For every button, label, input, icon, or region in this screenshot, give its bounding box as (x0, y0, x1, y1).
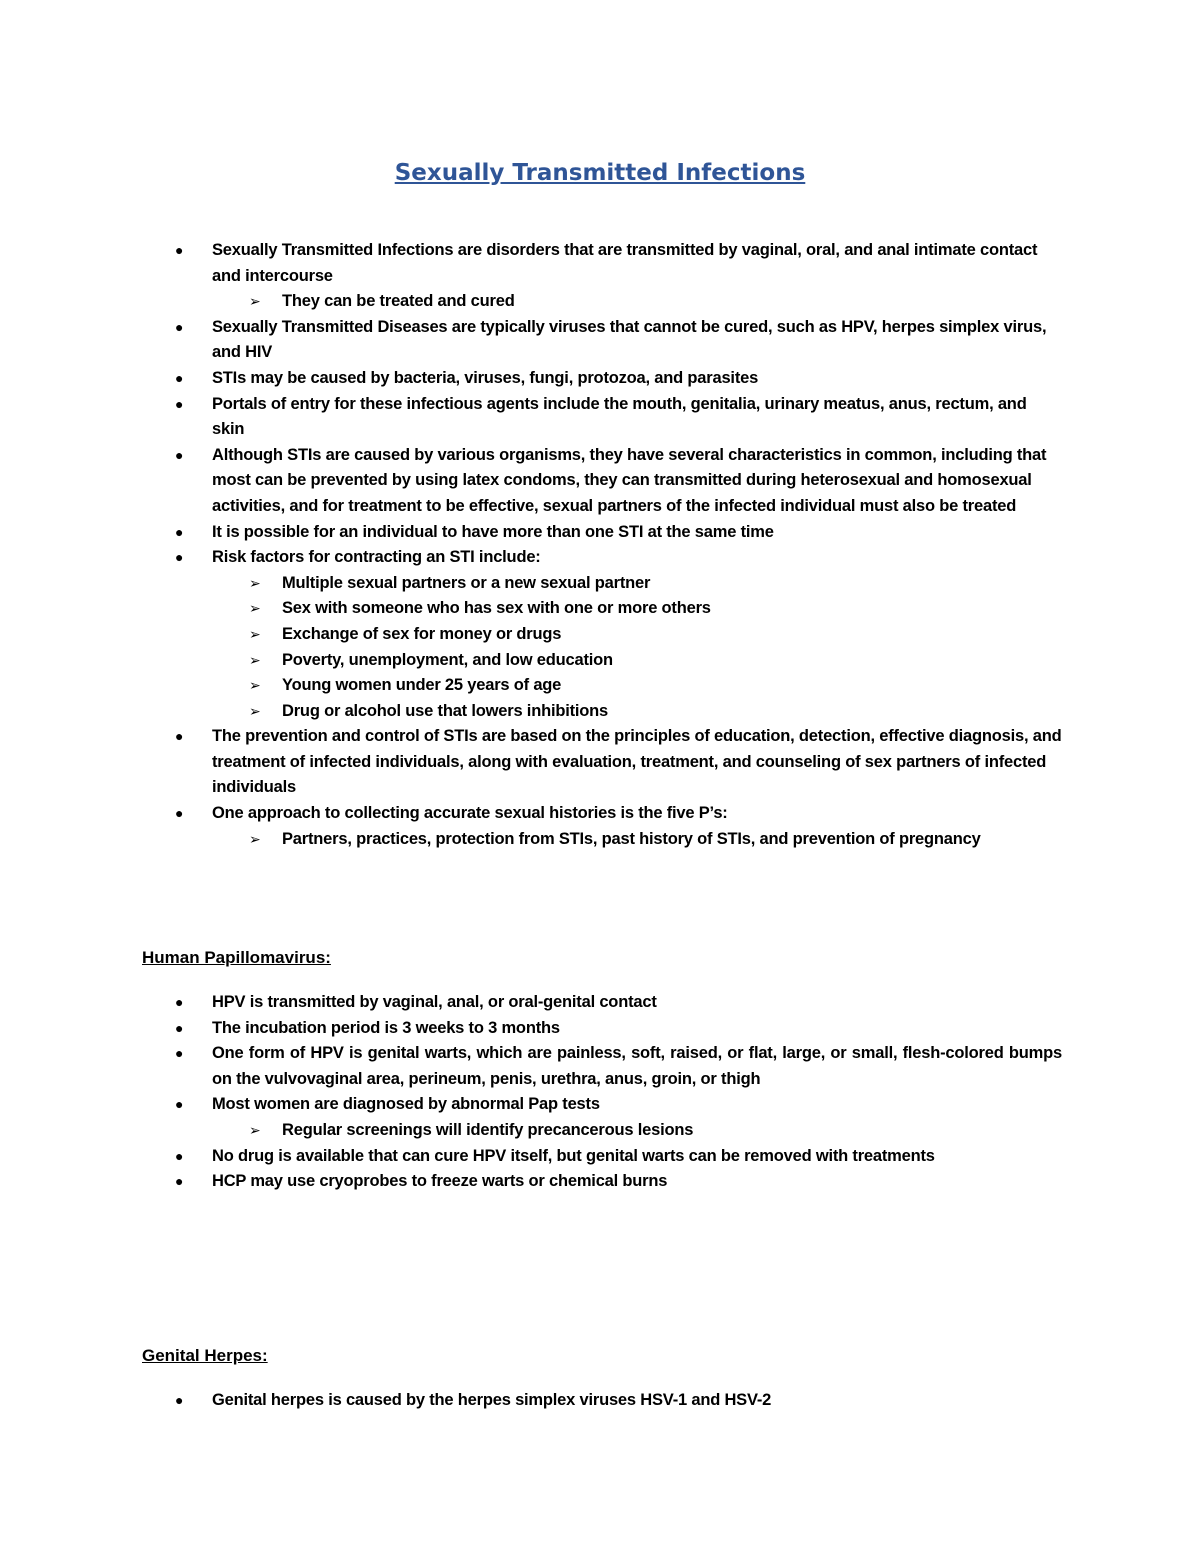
list-item: ● Risk factors for contracting an STI include: (142, 545, 1062, 571)
bullet-icon: ● (175, 1147, 184, 1164)
list-item: ➢ Exchange of sex for money or drugs (142, 622, 1062, 648)
list-item: ● The incubation period is 3 weeks to 3 months (142, 1016, 1062, 1042)
page-title: Sexually Transmitted Infections (394, 160, 806, 186)
herpes-section (142, 1346, 1062, 1414)
bullet-icon: ● (175, 523, 184, 540)
list-item: ● STIs may be caused by bacteria, viruses, fungi, protozoa, and parasites (142, 366, 1062, 392)
list-item: ➢ They can be treated and cured (142, 289, 1062, 315)
list-item: ➢ Multiple sexual partners or a new sexual partner (142, 571, 1062, 597)
list-item: ● Sexually Transmitted Infections are disorders that are transmitted by vaginal, oral, and anal intimate contact and intercourse (142, 238, 1062, 289)
list-item: ● Genital herpes is caused by the herpes simplex viruses HSV-1 and HSV-2 (142, 1388, 1062, 1414)
arrow-bullet-icon: ➢ (249, 625, 261, 642)
bullet-icon: ● (175, 1019, 184, 1036)
bullet-icon: ● (175, 549, 184, 566)
list-item: ● One form of HPV is genital warts, which are painless, soft, raised, or flat, large, or small, flesh-colored bumps on the vulvovaginal area, perineum, penis, urethra, anus, groin, or thigh (142, 1041, 1062, 1092)
list-item: ● HPV is transmitted by vaginal, anal, or oral-genital contact (142, 990, 1062, 1016)
section-heading-hpv: Human Papillomavirus: (142, 948, 331, 967)
list-item: ➢ Regular screenings will identify precancerous lesions (142, 1118, 1062, 1144)
list-item: ● One approach to collecting accurate sexual histories is the five P’s: (142, 801, 1062, 827)
list-item: ● The prevention and control of STIs are based on the principles of education, detection, effective diagnosis, and treatment of infected individuals, along with evaluation, treatment, and counseling of sex partners of infected individuals (142, 724, 1062, 801)
bullet-icon: ● (175, 395, 184, 412)
list-item: ● Sexually Transmitted Diseases are typically viruses that cannot be cured, such as HPV, herpes simplex virus, and HIV (142, 315, 1062, 366)
bullet-icon: ● (175, 1045, 184, 1062)
bullet-icon: ● (175, 805, 184, 822)
herpes-list (142, 1388, 1062, 1414)
arrow-bullet-icon: ➢ (249, 702, 261, 719)
list-item: ● Although STIs are caused by various organisms, they have several characteristics in common, including that most can be prevented by using latex condoms, they can transmitted during heterosexual and homosexual activities, and for treatment to be effective, sexual partners of the infected individual must also be treated (142, 443, 1062, 520)
intro-list (142, 238, 1062, 852)
bullet-icon: ● (175, 1096, 184, 1113)
list-item: ➢ Partners, practices, protection from STIs, past history of STIs, and prevention of pregnancy (142, 827, 1062, 853)
bullet-icon: ● (175, 369, 184, 386)
list-item: ● Portals of entry for these infectious agents include the mouth, genitalia, urinary meatus, anus, rectum, and skin (142, 392, 1062, 443)
bullet-icon: ● (175, 994, 184, 1010)
list-item: ➢ Drug or alcohol use that lowers inhibitions (142, 699, 1062, 725)
arrow-bullet-icon: ➢ (249, 600, 261, 617)
bullet-icon: ● (175, 446, 184, 463)
arrow-bullet-icon: ➢ (249, 651, 261, 668)
list-item: ● HCP may use cryoprobes to freeze warts or chemical burns (142, 1169, 1062, 1195)
bullet-icon: ● (175, 318, 184, 335)
list-item: ● Most women are diagnosed by abnormal Pap tests (142, 1092, 1062, 1118)
arrow-bullet-icon: ➢ (249, 293, 261, 310)
list-item: ➢ Young women under 25 years of age (142, 673, 1062, 699)
intro-section (142, 238, 1062, 852)
hpv-list (142, 990, 1062, 1195)
bullet-icon: ● (175, 1392, 184, 1408)
bullet-icon: ● (175, 1173, 184, 1190)
list-item: ● It is possible for an individual to have more than one STI at the same time (142, 520, 1062, 546)
list-item: ● No drug is available that can cure HPV itself, but genital warts can be removed with treatments (142, 1144, 1062, 1170)
section-heading-herpes: Genital Herpes: (142, 1346, 268, 1365)
bullet-icon: ● (175, 242, 184, 258)
hpv-section (142, 948, 1062, 1195)
list-item: ➢ Sex with someone who has sex with one or more others (142, 596, 1062, 622)
arrow-bullet-icon: ➢ (249, 1121, 261, 1138)
arrow-bullet-icon: ➢ (249, 677, 261, 694)
arrow-bullet-icon: ➢ (249, 830, 261, 847)
arrow-bullet-icon: ➢ (249, 574, 261, 591)
list-item: ➢ Poverty, unemployment, and low education (142, 648, 1062, 674)
bullet-icon: ● (175, 728, 184, 745)
